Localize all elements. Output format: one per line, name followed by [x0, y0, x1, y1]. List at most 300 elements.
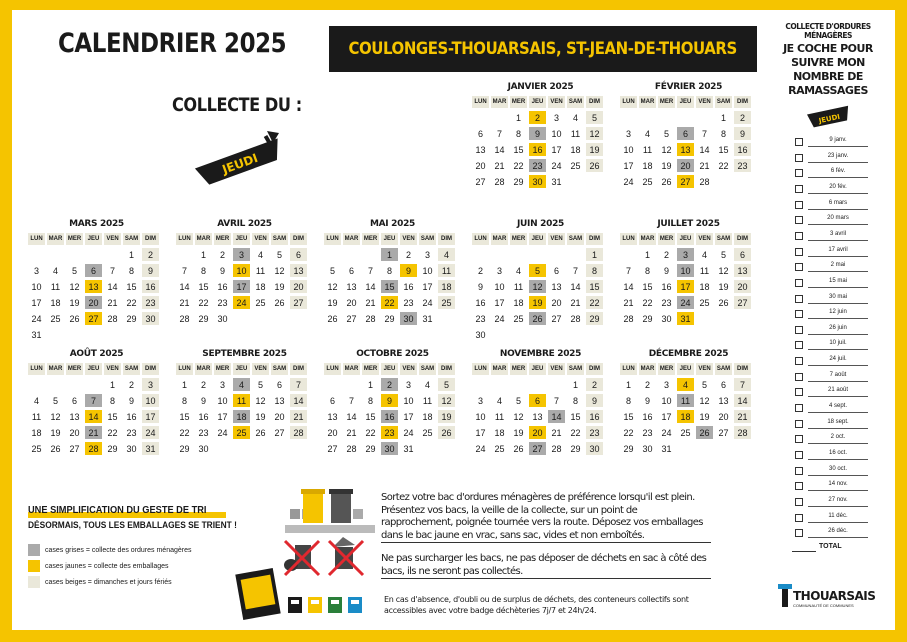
day-cell: 2	[128, 379, 134, 390]
day-cell: 21	[365, 297, 376, 308]
day-cell: 30	[381, 442, 398, 455]
day-cell: 6	[677, 127, 694, 140]
day-cell: 9	[381, 394, 398, 407]
day-cell: 5	[438, 378, 455, 391]
tracker-checkbox[interactable]	[795, 326, 803, 334]
tracker-checkbox[interactable]	[795, 482, 803, 490]
tracker-checkbox[interactable]	[795, 420, 803, 428]
day-cell: 14	[107, 281, 118, 292]
day-cell: 19	[255, 411, 266, 422]
day-cell: 11	[422, 395, 433, 406]
day-cell: 22	[381, 296, 398, 309]
day-cell: 4	[515, 265, 521, 276]
day-cell: 8	[720, 128, 726, 139]
day-cell: 7	[109, 265, 115, 276]
day-cell: 7	[348, 395, 354, 406]
day-cell: 3	[625, 128, 631, 139]
weekday-header: LUN	[472, 96, 489, 108]
day-cell: 15	[198, 281, 209, 292]
day-cell: 17	[623, 160, 634, 171]
day-cell: 13	[274, 395, 285, 406]
day-cell: 28	[494, 176, 505, 187]
tracker-row	[795, 323, 869, 337]
tracker-date: 16 oct.	[808, 448, 868, 460]
day-cell: 1	[381, 248, 398, 261]
day-cell: 15	[623, 411, 634, 422]
day-cell: 2	[644, 379, 650, 390]
day-cell: 18	[438, 280, 455, 293]
day-cell: 4	[257, 249, 263, 260]
tracker-checkbox[interactable]	[795, 138, 803, 146]
tracker-title-small: COLLECTE D'ORDURES MÉNAGÈRES	[785, 22, 871, 40]
day-cell: 18	[570, 144, 581, 155]
day-cell: 30	[642, 443, 653, 454]
collective-containers-icon	[288, 597, 362, 613]
tracker-checkbox[interactable]	[795, 248, 803, 256]
weekday-header: SAM	[419, 233, 436, 245]
weekday-header: MAR	[639, 233, 656, 245]
tracker-date: 2 oct.	[808, 432, 868, 444]
day-cell: 21	[290, 410, 307, 423]
day-cell: 13	[475, 144, 486, 155]
day-cell: 8	[515, 128, 521, 139]
day-cell: 29	[179, 443, 190, 454]
weekday-header: MAR	[47, 233, 64, 245]
day-cell: 24	[403, 427, 414, 438]
month-title: JANVIER 2025	[507, 82, 574, 92]
day-cell: 15	[642, 281, 653, 292]
tracker-checkbox[interactable]	[795, 341, 803, 349]
day-cell: 4	[572, 112, 578, 123]
day-cell: 23	[142, 296, 159, 309]
day-cell: 9	[734, 127, 751, 140]
day-cell: 18	[50, 297, 61, 308]
day-cell: 21	[346, 427, 357, 438]
day-cell: 30	[475, 329, 486, 340]
month-table	[26, 360, 161, 458]
weekday-header: VEN	[104, 233, 121, 245]
day-cell: 31	[403, 443, 414, 454]
weekday-header: VEN	[104, 363, 121, 375]
month-table	[470, 93, 605, 191]
day-cell: 12	[513, 411, 524, 422]
day-cell: 16	[381, 410, 398, 423]
month-title: MAI 2025	[369, 219, 416, 229]
weekday-header: LUN	[324, 363, 341, 375]
weekday-header: DIM	[586, 363, 603, 375]
day-cell: 18	[513, 297, 524, 308]
day-cell: 6	[734, 248, 751, 261]
day-cell: 20	[85, 296, 102, 309]
day-cell: 13	[718, 395, 729, 406]
weekday-header: SAM	[123, 363, 140, 375]
month-title: AOÛT 2025	[69, 349, 124, 359]
day-cell: 31	[31, 329, 42, 340]
weekday-header: DIM	[586, 233, 603, 245]
month-12	[620, 349, 757, 458]
tracker-date: 3 avril	[808, 229, 868, 241]
weekday-header: MER	[510, 233, 527, 245]
day-cell: 2	[734, 111, 751, 124]
day-cell: 20	[734, 280, 751, 293]
day-cell: 16	[734, 143, 751, 156]
day-cell: 10	[142, 394, 159, 407]
day-cell: 13	[734, 264, 751, 277]
weekday-header: VEN	[252, 363, 269, 375]
day-cell: 10	[31, 281, 42, 292]
tracker-date: 27 nov.	[808, 495, 868, 507]
day-cell: 24	[422, 297, 433, 308]
collecte-label: COLLECTE DU :	[172, 94, 302, 116]
day-cell: 8	[367, 395, 373, 406]
day-cell: 20	[327, 427, 338, 438]
month-table	[618, 360, 753, 458]
tracker-date: 20 mars	[808, 213, 868, 225]
day-cell: 27	[718, 427, 729, 438]
day-cell: 16	[126, 411, 137, 422]
weekday-header: VEN	[696, 233, 713, 245]
weekday-header: LUN	[176, 233, 193, 245]
tracker-day-text: JEUDI	[818, 112, 841, 126]
tracker-row	[795, 198, 869, 212]
tracker-checkbox[interactable]	[795, 216, 803, 224]
day-cell: 8	[200, 265, 206, 276]
day-cell: 18	[422, 411, 433, 422]
tracker-checkbox[interactable]	[795, 154, 803, 162]
day-cell: 2	[142, 248, 159, 261]
day-cell: 28	[107, 313, 118, 324]
weekday-header: JEU	[85, 233, 102, 245]
day-cell: 26	[69, 313, 80, 324]
tracker-row	[795, 182, 869, 196]
weekday-header: SAM	[271, 363, 288, 375]
weekday-header: LUN	[620, 233, 637, 245]
day-cell: 25	[494, 443, 505, 454]
day-cell: 22	[198, 297, 209, 308]
day-cell: 23	[198, 427, 209, 438]
day-cell: 24	[494, 313, 505, 324]
month-table	[322, 230, 457, 328]
day-cell: 17	[233, 280, 250, 293]
day-cell: 8	[128, 265, 134, 276]
tracker-checkbox[interactable]	[795, 169, 803, 177]
collective-containers-info: En cas d'absence, d'oubli ou de surplus de déchets, des conteneurs collectifs sont accessibles avec votre badge déchèteries 7j/7 et 24h/24.	[384, 595, 689, 615]
day-cell: 17	[661, 411, 672, 422]
weekday-header: VEN	[400, 363, 417, 375]
day-cell: 23	[661, 297, 672, 308]
day-cell: 19	[699, 411, 710, 422]
tracker-row	[795, 338, 869, 352]
day-cell: 11	[438, 264, 455, 277]
month-7	[620, 219, 757, 328]
day-cell: 4	[233, 378, 250, 391]
day-cell: 26	[661, 176, 672, 187]
weekday-header: DIM	[734, 233, 751, 245]
day-cell: 24	[661, 427, 672, 438]
legend-swatch	[28, 544, 40, 556]
day-cell: 25	[680, 427, 691, 438]
day-cell: 26	[50, 443, 61, 454]
day-cell: 12	[50, 411, 61, 422]
day-cell: 6	[348, 265, 354, 276]
day-cell: 28	[85, 442, 102, 455]
day-cell: 29	[126, 313, 137, 324]
day-cell: 28	[699, 176, 710, 187]
day-cell: 24	[677, 296, 694, 309]
day-cell: 27	[734, 296, 751, 309]
tracker-checkbox[interactable]	[795, 263, 803, 271]
tracker-row	[795, 417, 869, 431]
day-cell: 25	[233, 426, 250, 439]
day-cell: 27	[274, 427, 285, 438]
day-cell: 21	[570, 297, 581, 308]
weekday-header: JEU	[677, 96, 694, 108]
page-title: CALENDRIER 2025	[58, 28, 287, 59]
tracker-checkbox[interactable]	[795, 451, 803, 459]
weekday-header: LUN	[324, 233, 341, 245]
day-cell: 7	[85, 394, 102, 407]
day-cell: 18	[677, 410, 694, 423]
day-cell: 17	[475, 427, 486, 438]
tracker-checkbox[interactable]	[795, 232, 803, 240]
day-cell: 28	[623, 313, 634, 324]
day-cell: 2	[586, 378, 603, 391]
tracker-checkbox[interactable]	[795, 373, 803, 381]
instructions	[381, 492, 711, 589]
tracker-checkbox[interactable]	[795, 201, 803, 209]
tracker-date: 2 mai	[808, 260, 868, 272]
day-cell: 13	[290, 264, 307, 277]
day-cell: 21	[551, 427, 562, 438]
tracker-row	[795, 432, 869, 446]
day-cell: 18	[642, 160, 653, 171]
day-cell: 1	[109, 379, 115, 390]
day-cell: 29	[623, 443, 634, 454]
tracker-checkbox[interactable]	[795, 185, 803, 193]
day-cell: 19	[586, 143, 603, 156]
day-cell: 19	[327, 297, 338, 308]
tracker-date: 30 oct.	[808, 464, 868, 476]
day-cell: 2	[200, 379, 206, 390]
day-cell: 10	[422, 265, 433, 276]
weekday-header: MER	[658, 96, 675, 108]
tracker-date: 7 août	[808, 370, 868, 382]
day-cell: 20	[69, 427, 80, 438]
month-title: FÉVRIER 2025	[654, 82, 723, 92]
day-cell: 20	[677, 159, 694, 172]
tracker-date: 18 sept.	[808, 417, 868, 429]
day-cell: 19	[718, 281, 729, 292]
day-cell: 20	[529, 426, 546, 439]
tracker-checkbox[interactable]	[795, 467, 803, 475]
tracker-date: 12 juin	[808, 307, 868, 319]
day-cell: 28	[179, 313, 190, 324]
day-cell: 13	[346, 281, 357, 292]
day-cell: 22	[718, 160, 729, 171]
day-cell: 27	[529, 442, 546, 455]
day-cell: 19	[661, 160, 672, 171]
tracker-date: 21 août	[808, 385, 868, 397]
day-cell: 9	[586, 394, 603, 407]
day-cell: 27	[551, 313, 562, 324]
month-title: JUIN 2025	[516, 219, 565, 229]
weekday-header: DIM	[438, 233, 455, 245]
day-cell: 20	[475, 160, 486, 171]
tracker-checkbox[interactable]	[795, 404, 803, 412]
day-cell: 25	[255, 297, 266, 308]
day-cell: 6	[85, 264, 102, 277]
instruction-paragraph	[381, 553, 711, 579]
tracker-date: 11 déc.	[808, 511, 868, 523]
day-cell: 27	[346, 313, 357, 324]
day-cell: 3	[553, 112, 559, 123]
day-cell: 16	[586, 410, 603, 423]
day-cell: 8	[386, 265, 392, 276]
month-8	[28, 349, 165, 458]
weekday-header: SAM	[567, 96, 584, 108]
weekday-header: SAM	[715, 363, 732, 375]
day-cell: 22	[586, 296, 603, 309]
weekday-header: MAR	[47, 363, 64, 375]
day-cell: 1	[644, 249, 650, 260]
day-cell: 3	[424, 249, 430, 260]
month-title: DÉCEMBRE 2025	[648, 349, 729, 359]
weekday-header: LUN	[472, 233, 489, 245]
month-3	[28, 219, 165, 344]
day-cell: 23	[734, 159, 751, 172]
month-table	[26, 230, 161, 344]
day-cell: 9	[142, 264, 159, 277]
weekday-header: LUN	[28, 363, 45, 375]
day-cell: 11	[50, 281, 61, 292]
month-4	[176, 219, 313, 328]
day-cell: 31	[551, 176, 562, 187]
total-input-line[interactable]	[792, 551, 816, 552]
day-cell: 21	[107, 297, 118, 308]
legend-text: cases beiges = dimanches et jours fériés	[45, 578, 172, 586]
day-cell: 5	[663, 128, 669, 139]
day-cell: 20	[346, 297, 357, 308]
weekday-header: JEU	[529, 96, 546, 108]
day-cell: 29	[365, 443, 376, 454]
tracker-row	[795, 370, 869, 384]
day-cell: 19	[513, 427, 524, 438]
no-overflow-icon	[329, 537, 363, 575]
legend-swatch	[28, 576, 40, 588]
month-title: NOVEMBRE 2025	[499, 349, 582, 359]
tracker-checkbox[interactable]	[795, 388, 803, 396]
day-cell: 29	[198, 313, 209, 324]
weekday-header: VEN	[548, 96, 565, 108]
day-cell: 5	[515, 395, 521, 406]
tracker-row	[795, 229, 869, 243]
day-cell: 1	[200, 249, 206, 260]
thouarsais-logo	[778, 580, 888, 610]
day-cell: 31	[677, 312, 694, 325]
day-cell: 16	[198, 411, 209, 422]
tracker-checkbox[interactable]	[795, 279, 803, 287]
day-cell: 14	[346, 411, 357, 422]
day-cell: 28	[346, 443, 357, 454]
simplification-subtitle: DÉSORMAIS, TOUS LES EMBALLAGES SE TRIENT !	[28, 520, 237, 531]
tracker-row	[795, 307, 869, 321]
day-cell: 26	[274, 297, 285, 308]
day-cell: 11	[513, 281, 524, 292]
weekday-header: SAM	[271, 233, 288, 245]
tracker-checkbox[interactable]	[795, 295, 803, 303]
total-label: TOTAL	[819, 543, 842, 550]
day-cell: 12	[327, 281, 338, 292]
day-cell: 3	[663, 379, 669, 390]
day-cell: 7	[367, 265, 373, 276]
day-cell: 2	[219, 249, 225, 260]
day-cell: 12	[438, 394, 455, 407]
day-cell: 12	[718, 265, 729, 276]
tracker-checkbox[interactable]	[795, 310, 803, 318]
day-cell: 19	[50, 427, 61, 438]
tracker-checkbox[interactable]	[795, 514, 803, 522]
day-cell: 18	[31, 427, 42, 438]
day-cell: 12	[699, 395, 710, 406]
instruction-paragraph	[381, 492, 711, 543]
tracker-checkbox[interactable]	[795, 357, 803, 365]
day-cell: 11	[677, 394, 694, 407]
month-table	[618, 230, 753, 328]
tracker-checkbox[interactable]	[795, 529, 803, 537]
day-cell: 17	[422, 281, 433, 292]
month-1	[472, 82, 609, 191]
weekday-header: LUN	[620, 96, 637, 108]
day-cell: 14	[734, 394, 751, 407]
weekday-header: MAR	[343, 233, 360, 245]
day-cell: 29	[642, 313, 653, 324]
day-cell: 17	[494, 297, 505, 308]
weekday-header: JEU	[233, 363, 250, 375]
weekday-header: DIM	[290, 233, 307, 245]
day-cell: 4	[438, 248, 455, 261]
day-cell: 23	[586, 426, 603, 439]
day-cell: 9	[529, 127, 546, 140]
weekday-header: MER	[214, 363, 231, 375]
month-11	[472, 349, 609, 458]
legend-text: cases grises = collecte des ordures ménagères	[45, 546, 192, 554]
day-cell: 6	[71, 395, 77, 406]
tracker-date: 9 janv.	[808, 135, 868, 147]
day-cell: 18	[494, 427, 505, 438]
illustrations	[233, 485, 378, 620]
tracker-checkbox[interactable]	[795, 498, 803, 506]
day-cell: 23	[126, 427, 137, 438]
month-table	[470, 230, 605, 344]
tracker-row	[795, 135, 869, 149]
weekday-header: DIM	[734, 96, 751, 108]
weekday-header: LUN	[28, 233, 45, 245]
day-cell: 15	[126, 281, 137, 292]
weekday-header: MER	[658, 233, 675, 245]
day-cell: 8	[572, 395, 578, 406]
day-cell: 31	[422, 313, 433, 324]
day-cell: 11	[233, 394, 250, 407]
tracker-checkbox[interactable]	[795, 435, 803, 443]
day-cell: 5	[329, 265, 335, 276]
weekday-header: JEU	[677, 363, 694, 375]
day-cell: 31	[142, 442, 159, 455]
day-cell: 24	[623, 176, 634, 187]
weekday-header: MER	[66, 363, 83, 375]
day-cell: 13	[85, 280, 102, 293]
weekday-header: VEN	[548, 363, 565, 375]
day-cell: 6	[329, 395, 335, 406]
